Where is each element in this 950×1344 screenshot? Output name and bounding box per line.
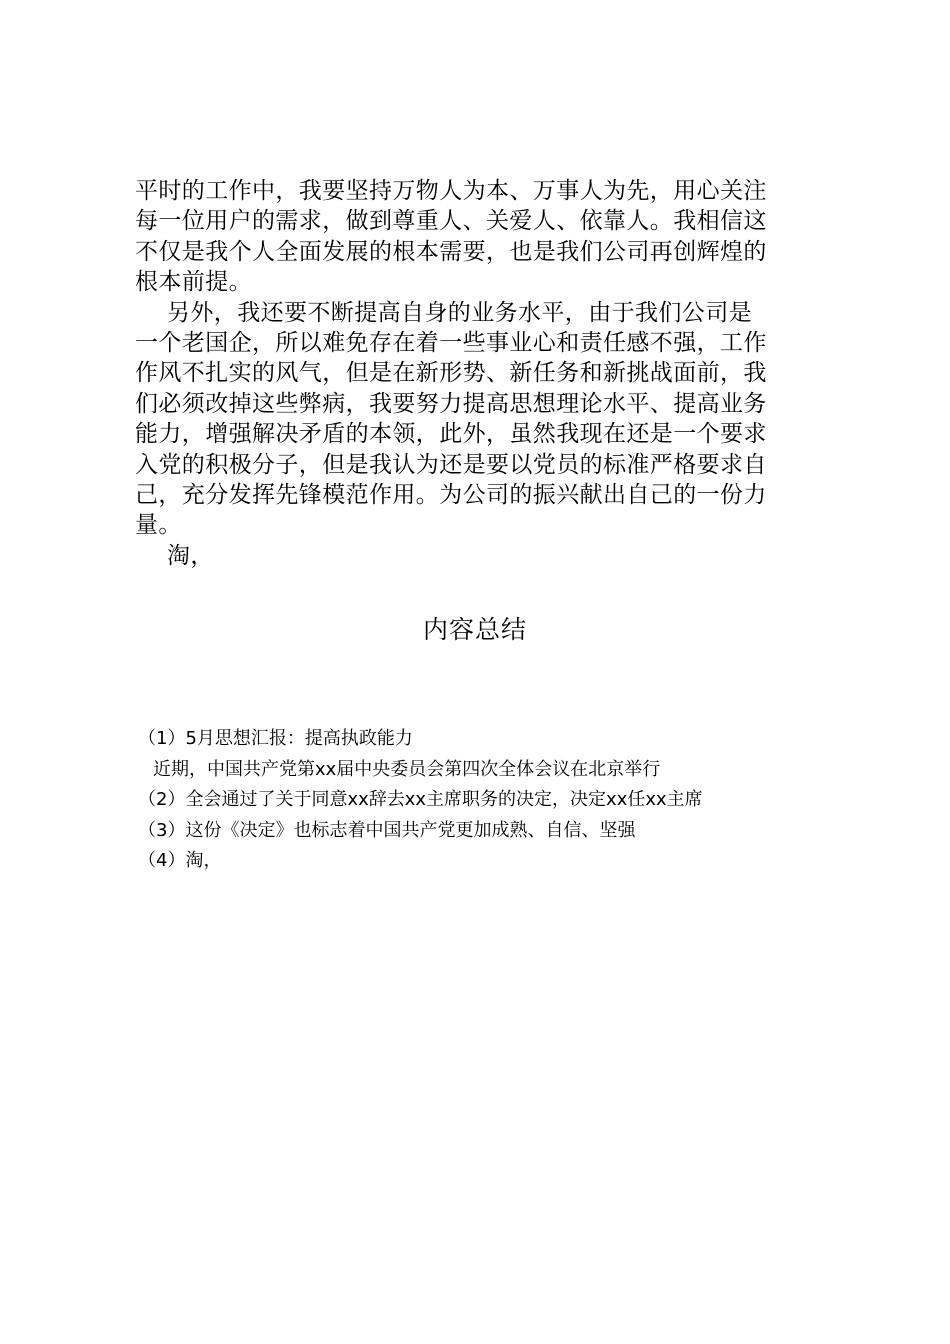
paragraph-2-line-5: 能力，增强解决矛盾的本领，此外，虽然我现在还是一个要求: [135, 421, 767, 448]
paragraph-1-line-4: 根本前提。: [135, 269, 252, 296]
paragraph-2-line-8: 量。: [135, 512, 182, 539]
summary-item-1: （1）5月思想汇报：提高执政能力: [138, 728, 413, 749]
body-text: [135, 176, 825, 571]
paragraph-2-line-4: 们必须改掉这些弊病，我要努力提高思想理论水平、提高业务: [135, 390, 767, 417]
summary-item-4: （4）淘，: [138, 850, 222, 871]
summary-title: 内容总结: [422, 615, 527, 644]
paragraph-1-line-1: 平时的工作中，我要坚持万物人为本、万事人为先，用心关注: [135, 178, 767, 204]
paragraph-1-line-2: 每一位用户的需求，做到尊重人、关爱人、依靠人。我相信这: [135, 208, 767, 235]
paragraph-2-line-1: 另外，我还要不断提高自身的业务水平，由于我们公司是: [167, 299, 752, 326]
paragraph-1-line-3: 不仅是我个人全面发展的根本需要，也是我们公司再创辉煌的: [135, 238, 767, 265]
paragraph-3: 淘，: [167, 542, 214, 569]
summary-item-1-detail: 近期，中国共产党第xx届中央委员会第四次全体会议在北京举行: [153, 758, 661, 780]
paragraph-2-line-2: 一个老国企，所以难免存在着一些事业心和责任感不强，工作: [135, 329, 767, 356]
summary-item-3: （3）这份《决定》也标志着中国共产党更加成熟、自信、坚强: [138, 819, 636, 841]
paragraph-2-line-7: 己，充分发挥先锋模范作用。为公司的振兴献出自己的一份力: [135, 481, 767, 508]
paragraph-2-line-6: 入党的积极分子，但是我认为还是要以党员的标准严格要求自: [135, 451, 767, 478]
summary-list: [138, 724, 838, 877]
paragraph-2-line-3: 作风不扎实的风气，但是在新形势、新任务和新挑战面前，我: [135, 360, 767, 387]
summary-item-2: （2）全会通过了关于同意xx辞去xx主席职务的决定，决定xx任xx主席: [138, 789, 703, 810]
